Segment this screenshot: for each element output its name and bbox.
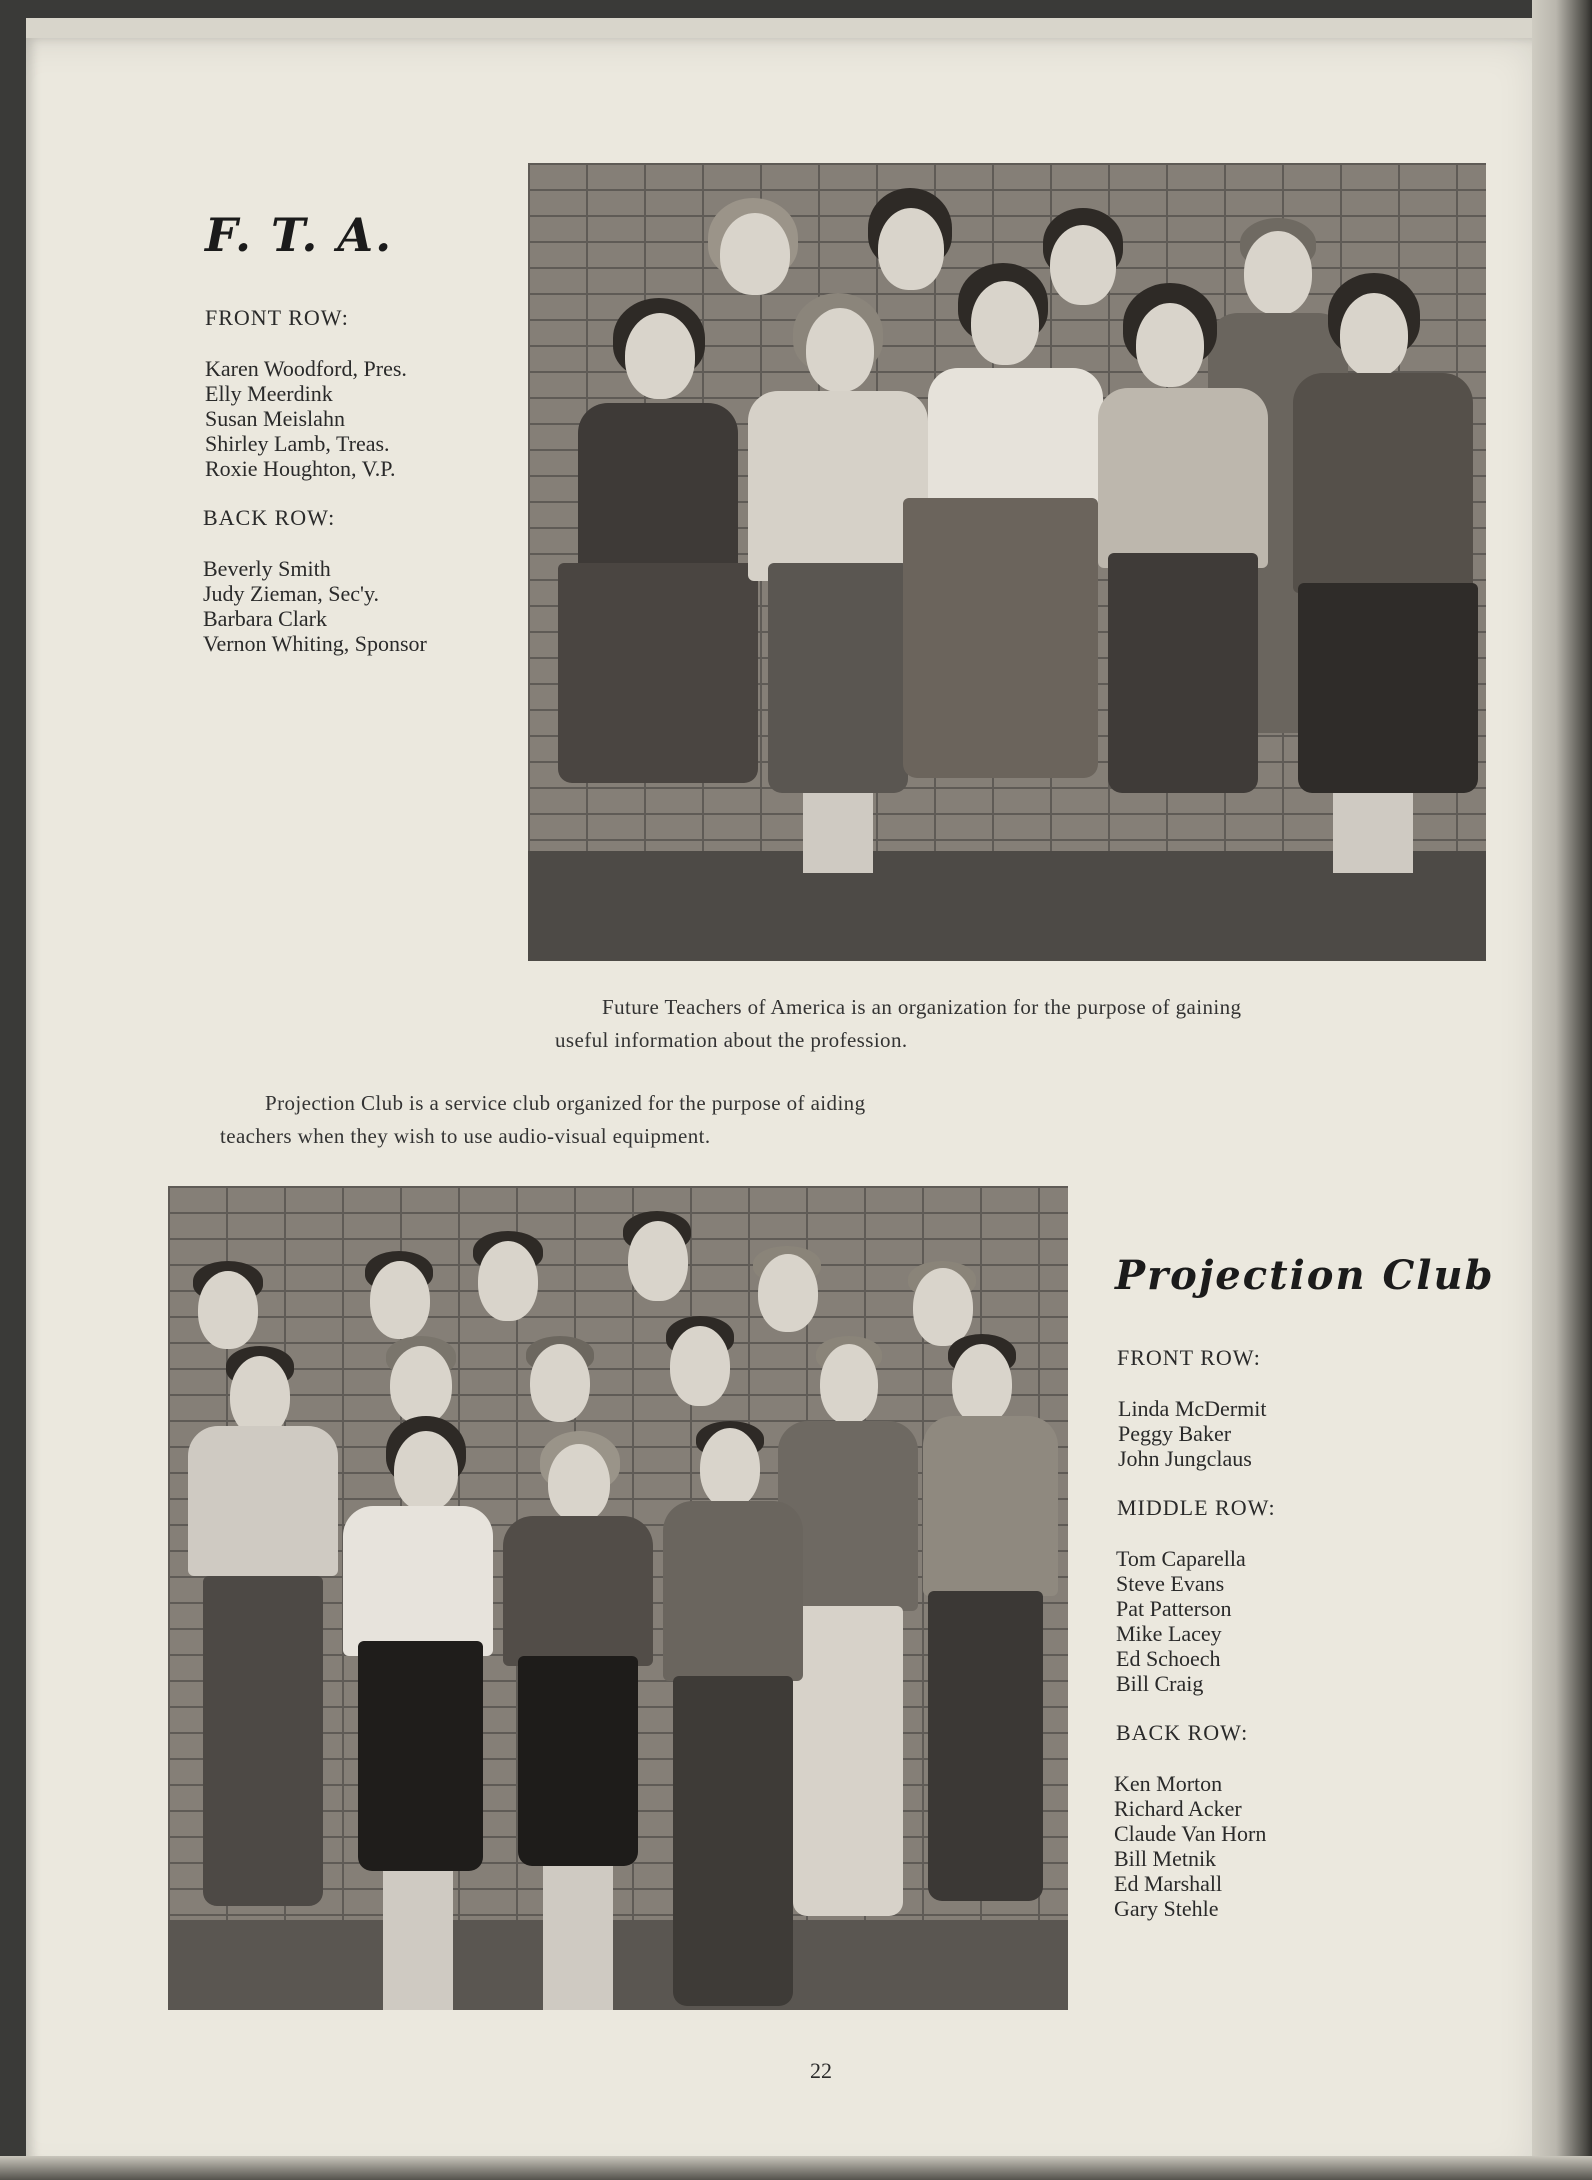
projection-middle-row-names: [1116, 1546, 1246, 1696]
fta-group-photo: [528, 163, 1486, 961]
name-item: Pat Patterson: [1116, 1596, 1232, 1621]
name-item: Shirley Lamb, Treas.: [205, 431, 390, 456]
projection-back-row-names: [1114, 1771, 1266, 1921]
caption-line: teachers when they wish to use audio-visual equipment.: [220, 1124, 711, 1148]
name-item: Karen Woodford, Pres.: [205, 356, 407, 381]
name-item: Linda McDermit: [1118, 1396, 1267, 1421]
caption-line: Projection Club is a service club organized for the purpose of aiding: [265, 1091, 866, 1115]
fta-back-row-label: BACK ROW:: [203, 505, 336, 530]
name-item: Peggy Baker: [1118, 1421, 1232, 1446]
name-item: Gary Stehle: [1114, 1896, 1219, 1921]
projection-club-group-photo: [168, 1186, 1068, 2010]
page-number: 22: [810, 2058, 832, 2083]
name-item: Claude Van Horn: [1114, 1821, 1267, 1846]
fta-caption: [555, 991, 1241, 1057]
projection-front-row-names: [1118, 1396, 1266, 1471]
fta-title: F. T. A.: [205, 208, 394, 262]
name-item: Tom Caparella: [1116, 1546, 1246, 1571]
name-item: Ed Marshall: [1114, 1871, 1223, 1896]
name-item: Bill Craig: [1116, 1671, 1204, 1696]
name-item: Judy Zieman, Sec'y.: [203, 581, 380, 606]
name-item: Bill Metnik: [1114, 1846, 1217, 1871]
name-item: Richard Acker: [1114, 1796, 1242, 1821]
name-item: Beverly Smith: [203, 556, 331, 581]
name-item: Elly Meerdink: [205, 381, 333, 406]
name-item: Roxie Houghton, V.P.: [205, 456, 396, 481]
caption-line: useful information about the profession.: [555, 1028, 908, 1052]
name-item: John Jungclaus: [1118, 1446, 1252, 1471]
name-item: Steve Evans: [1116, 1571, 1225, 1596]
fta-front-row-names: [205, 356, 407, 481]
projection-back-row-label: BACK ROW:: [1116, 1720, 1249, 1745]
name-item: Mike Lacey: [1116, 1621, 1222, 1646]
name-item: Ken Morton: [1114, 1771, 1223, 1796]
caption-line: Future Teachers of America is an organization for the purpose of gaining: [602, 995, 1242, 1019]
fta-front-row-label: FRONT ROW:: [205, 305, 349, 330]
projection-caption: [220, 1087, 865, 1153]
projection-middle-row-label: MIDDLE ROW:: [1117, 1495, 1276, 1520]
projection-front-row-label: FRONT ROW:: [1117, 1345, 1261, 1370]
name-item: Vernon Whiting, Sponsor: [203, 631, 427, 656]
page-bottom-edge: [0, 2156, 1592, 2180]
fta-back-row-names: [203, 556, 427, 656]
name-item: Barbara Clark: [203, 606, 327, 631]
name-item: Ed Schoech: [1116, 1646, 1221, 1671]
book-spine: [1532, 0, 1592, 2180]
name-item: Susan Meislahn: [205, 406, 345, 431]
projection-club-title: Projection Club: [1115, 1252, 1495, 1299]
